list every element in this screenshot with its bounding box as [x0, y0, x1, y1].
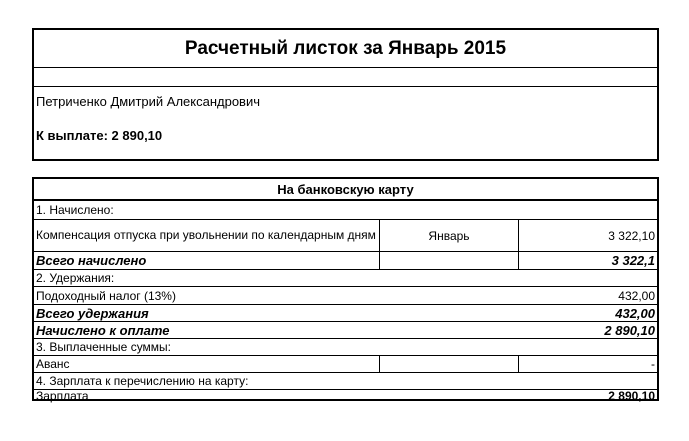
row-name: Подоходный налог (13%) [36, 288, 176, 303]
row-name: Всего удержания [36, 305, 149, 321]
table-row [34, 270, 657, 287]
payslip-title: Расчетный листок за Январь 2015 [184, 38, 507, 59]
section-heading: 3. Выплаченные суммы: [36, 340, 172, 354]
payout-label: К выплате: [36, 128, 108, 143]
table-row [34, 373, 657, 390]
table-row [34, 390, 657, 401]
section-heading: 4. Зарплата к перечислению на карту: [36, 374, 249, 388]
row-amount: 2 890,10 [604, 322, 655, 338]
payslip-header [32, 28, 659, 161]
table-row [34, 252, 657, 270]
row-period: Январь [380, 220, 519, 251]
employee-name: Петриченко Дмитрий Александрович [36, 94, 260, 109]
row-amount: 432,00 [618, 288, 655, 303]
table-title: На банковскую карту [277, 181, 414, 197]
table-row [34, 201, 657, 220]
row-name: Аванс [34, 356, 380, 372]
table-row [34, 287, 657, 305]
table-title-row [34, 179, 657, 201]
table-row [34, 220, 657, 252]
section-heading: 1. Начислено: [36, 203, 114, 217]
divider [34, 67, 657, 68]
section-heading: 2. Удержания: [36, 271, 115, 285]
payout-line [36, 128, 162, 143]
row-name: Начислено к оплате [36, 322, 170, 338]
table-row [34, 339, 657, 356]
table-row [34, 356, 657, 373]
row-amount: - [651, 357, 655, 371]
row-name: Компенсация отпуска при увольнении по календарным дням [34, 220, 380, 251]
row-amount: 3 322,10 [608, 228, 655, 243]
row-amount: 2 890,10 [608, 388, 655, 403]
table-row [34, 305, 657, 322]
row-period [380, 252, 519, 269]
payslip-table [32, 177, 659, 401]
row-name: Всего начислено [34, 252, 380, 269]
row-period [380, 356, 519, 372]
row-amount: 3 322,1 [611, 253, 655, 268]
payout-value: 2 890,10 [111, 128, 163, 143]
divider [34, 86, 657, 87]
table-row [34, 322, 657, 339]
row-name: Зарплата [36, 388, 89, 403]
row-amount: 432,00 [615, 305, 655, 321]
